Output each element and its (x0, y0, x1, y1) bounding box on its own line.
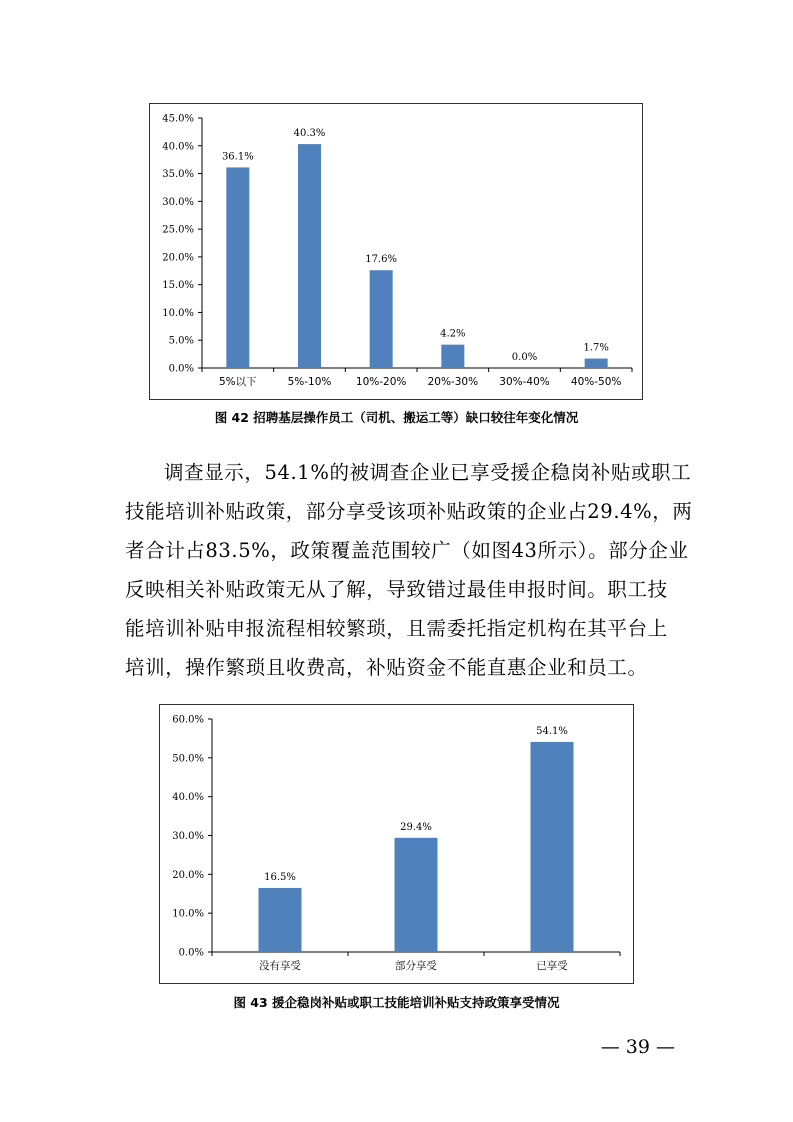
paragraph-line: 技能培训补贴政策，部分享受该项补贴政策的企业占29.4%，两 (125, 500, 693, 523)
bar (259, 888, 302, 952)
x-category-label: 40%-50% (570, 376, 622, 388)
y-tick-label: 5.0% (168, 335, 194, 347)
paragraph-line: 者合计占83.5%，政策覆盖范围较广（如图43所示）。部分企业 (125, 539, 689, 562)
x-category-label: 30%-40% (499, 376, 550, 388)
y-tick-label: 10.0% (162, 307, 194, 319)
y-tick-label: 30.0% (162, 196, 194, 208)
bar (395, 838, 438, 952)
data-label: 29.4% (400, 821, 432, 833)
figure-43-caption: 图 43 援企稳岗补贴或职工技能培训补贴支持政策享受情况 (233, 995, 560, 1010)
x-category-label: 没有享受 (259, 960, 301, 972)
bar (441, 345, 464, 368)
data-label: 36.1% (221, 151, 254, 163)
y-tick-label: 0.0% (178, 947, 204, 959)
figure-42-caption: 图 42 招聘基层操作员工（司机、搬运工等）缺口较往年变化情况 (214, 410, 579, 425)
data-label: 54.1% (536, 725, 568, 737)
bar (531, 742, 574, 952)
bar (370, 270, 393, 368)
paragraph-line: 反映相关补贴政策无从了解，导致错过最佳申报时间。职工技 (125, 578, 668, 601)
y-tick-label: 35.0% (162, 169, 194, 181)
chart-figure-42 (149, 103, 643, 400)
chart-42-svg (150, 104, 644, 401)
body-paragraph (125, 453, 693, 687)
data-label: 40.3% (293, 128, 326, 140)
data-label: 4.2% (440, 328, 466, 340)
data-label: 1.7% (583, 342, 609, 354)
y-tick-label: 50.0% (172, 753, 204, 765)
paragraph-line: 培训，操作繁琐且收费高，补贴资金不能直惠企业和员工。 (125, 656, 648, 679)
x-category-label: 5%-10% (287, 376, 332, 388)
x-category-label: 10%-20% (355, 376, 407, 388)
bar (298, 144, 321, 368)
y-tick-label: 20.0% (172, 869, 204, 881)
paragraph-line: 能培训补贴申报流程相较繁琐，且需委托指定机构在其平台上 (125, 617, 668, 640)
data-label: 0.0% (511, 352, 538, 363)
bar (226, 167, 249, 368)
x-category-label: 部分享受 (395, 960, 437, 972)
y-tick-label: 45.0% (162, 113, 194, 125)
data-label: 17.6% (365, 254, 398, 266)
y-tick-label: 40.0% (162, 141, 194, 153)
bar (585, 359, 608, 368)
data-label: 16.5% (264, 871, 296, 883)
chart-43-svg (160, 705, 635, 985)
y-tick-label: 40.0% (172, 792, 204, 804)
paragraph-line: 调查显示，54.1%的被调查企业已享受援企稳岗补贴或职工 (164, 461, 692, 484)
x-category-label: 5%以下 (218, 376, 257, 388)
page-number: — 39 — (600, 1036, 675, 1058)
y-tick-label: 30.0% (172, 831, 204, 842)
y-tick-label: 25.0% (162, 224, 194, 236)
x-category-label: 已享受 (536, 960, 568, 972)
chart-figure-43 (159, 704, 634, 984)
x-category-label: 20%-30% (427, 376, 479, 388)
y-tick-label: 20.0% (162, 252, 194, 264)
y-tick-label: 60.0% (172, 714, 204, 726)
y-tick-label: 0.0% (168, 363, 194, 375)
y-tick-label: 10.0% (172, 908, 204, 920)
y-tick-label: 15.0% (162, 280, 194, 292)
